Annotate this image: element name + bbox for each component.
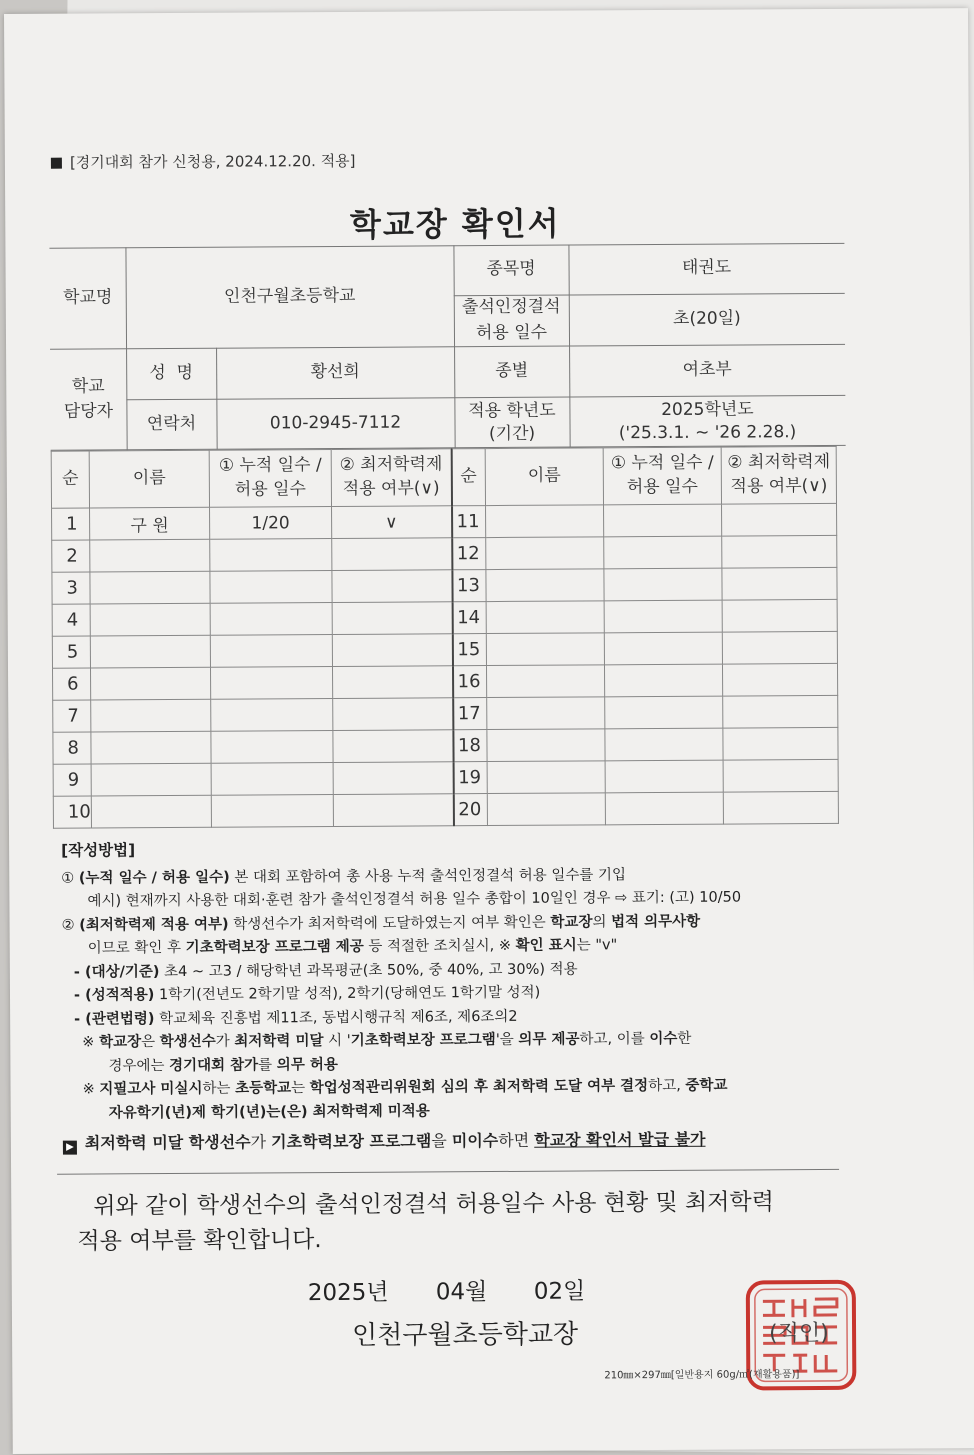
table-row xyxy=(53,695,838,732)
paper-spec: 210㎜×297㎜[일반용지 60g/㎡(재활용품)] xyxy=(604,1369,800,1382)
school-name-value: 인천구월초등학교 xyxy=(223,285,356,307)
row-number: 6 xyxy=(52,668,90,700)
manager-label: 학교 담당자 xyxy=(63,375,114,422)
min-standard-check xyxy=(333,794,453,827)
row-number-right: 16 xyxy=(452,666,486,698)
row-number-right: 13 xyxy=(452,570,486,602)
student-name xyxy=(91,795,211,828)
col-days-header: ① 누적 일수 / 허용 일수 xyxy=(209,450,331,508)
school-info-table xyxy=(49,243,845,451)
min-standard-check-right xyxy=(723,791,838,824)
instructions-heading: [작성방법] xyxy=(61,841,136,860)
student-roster-table xyxy=(51,446,839,829)
days-used-right xyxy=(605,728,723,761)
instruction-item-2-cont: 이므로 확인 후 기초학력보장 프로그램 제공 등 적절한 조치실시, ※ 확인 표시는 "v" xyxy=(87,937,618,957)
category-label: 종별 xyxy=(495,360,529,381)
arrow-box-icon: ▶ xyxy=(63,1141,77,1155)
row-number-right: 14 xyxy=(452,602,486,634)
days-used xyxy=(210,667,332,700)
student-name xyxy=(91,763,211,796)
days-used xyxy=(211,731,333,764)
min-standard-check xyxy=(332,634,452,667)
row-number-right: 12 xyxy=(452,538,486,570)
days-used-right xyxy=(605,792,723,825)
days-used-right xyxy=(605,696,723,729)
min-standard-check xyxy=(333,730,453,763)
instruction-note-1-cont: 경우에는 경기대회 참가를 의무 허용 xyxy=(108,1056,338,1074)
table-row xyxy=(53,727,838,764)
min-standard-check: ∨ xyxy=(332,506,452,539)
row-number-right: 20 xyxy=(453,794,487,826)
table-row xyxy=(52,663,837,700)
student-name-right xyxy=(486,601,604,634)
days-used xyxy=(210,635,332,668)
row-number-right: 15 xyxy=(452,634,486,666)
days-used-right xyxy=(604,504,722,537)
row-number: 3 xyxy=(52,572,90,604)
allowed-days-label: 출석인정결석 허용 일수 xyxy=(461,296,561,343)
student-name xyxy=(90,539,210,572)
principal-name: 인천구월초등학교장 xyxy=(351,1319,579,1351)
instruction-note-2: ※ 지필고사 미실시하는 초등학교는 학업성적관리위원회 심의 후 최저학력 도달 여부 결정하고, 중학교 xyxy=(82,1077,728,1098)
instructions-section xyxy=(61,835,853,1155)
min-standard-check xyxy=(332,602,452,635)
instruction-item-1-example: 예시) 현재까지 사용한 대회·훈련 참가 출석인정결석 허용 일수 총합이 10일인 경우 ⇨ 표기: (고) 10/50 xyxy=(87,889,742,910)
days-used-right xyxy=(604,600,722,633)
row-number-right: 11 xyxy=(452,506,486,538)
days-used-right xyxy=(605,760,723,793)
min-standard-check-right xyxy=(722,631,837,664)
row-number: 2 xyxy=(52,540,90,572)
min-standard-check-right xyxy=(722,567,837,600)
instruction-note-1: ※ 학교장은 학생선수가 최저학력 미달 시 '기초학력보장 프로그램'을 의무 제공하고, 이를 이수한 xyxy=(82,1030,692,1051)
instruction-item-2: ② (최저학력제 적용 여부) 학생선수가 최저학력에 도달하였는지 여부 확인은 학교장의 법적 의무사항 xyxy=(61,913,701,934)
contact-value: 010-2945-7112 xyxy=(269,412,402,434)
date-year: 2025년 xyxy=(307,1279,389,1307)
date-month: 04월 xyxy=(435,1279,488,1306)
row-number: 8 xyxy=(53,732,91,764)
manager-name-label: 성 명 xyxy=(149,362,194,383)
col-no-header-2: 순 xyxy=(451,449,485,506)
row-number-right: 18 xyxy=(453,730,487,762)
contact-label: 연락처 xyxy=(146,413,197,434)
sport-value: 태권도 xyxy=(681,257,732,279)
sport-label: 종목명 xyxy=(486,259,536,280)
student-name-right xyxy=(487,761,605,794)
min-standard-check-right xyxy=(723,759,838,792)
days-used xyxy=(210,603,332,636)
school-name-label: 학교명 xyxy=(63,287,113,308)
school-year-label: 적용 학년도 (기간) xyxy=(468,401,556,444)
row-number-right: 19 xyxy=(453,762,487,794)
student-name-right xyxy=(486,665,604,698)
min-standard-check xyxy=(332,538,452,571)
student-name-right xyxy=(486,537,604,570)
student-name xyxy=(90,667,210,700)
days-used-right xyxy=(604,568,722,601)
col-min-header: ② 최저학력제 적용 여부(∨) xyxy=(331,449,451,507)
min-standard-check-right xyxy=(722,663,837,696)
instruction-sub-grades: - (성적적용) 1학기(전년도 2학기말 성적), 2학기(당해연도 1학기말 성적) xyxy=(73,984,541,1004)
col-min-header-2: ② 최저학력제 적용 여부(∨) xyxy=(721,446,836,504)
row-number: 9 xyxy=(53,764,91,796)
days-used xyxy=(210,571,332,604)
student-name xyxy=(91,731,211,764)
min-standard-check-right xyxy=(723,727,838,760)
document-page xyxy=(4,8,974,1454)
table-row xyxy=(52,503,837,540)
table-row xyxy=(53,759,838,796)
min-standard-check-right xyxy=(723,695,838,728)
min-standard-check xyxy=(332,666,452,699)
days-used xyxy=(211,763,333,796)
student-name-right xyxy=(486,569,604,602)
row-number: 7 xyxy=(53,700,91,732)
student-name-right xyxy=(486,633,604,666)
col-no-header: 순 xyxy=(51,451,89,508)
table-row xyxy=(52,567,837,604)
min-standard-check xyxy=(333,698,453,731)
student-name-right xyxy=(487,729,605,762)
row-number: 10 xyxy=(53,796,91,828)
document-title: 학교장 확인서 xyxy=(349,204,561,244)
min-standard-check-right xyxy=(722,503,837,536)
student-name-right xyxy=(487,793,605,826)
days-used-right xyxy=(604,632,722,665)
row-number: 1 xyxy=(52,508,90,540)
category-value: 여초부 xyxy=(682,359,732,380)
days-used xyxy=(211,699,333,732)
table-row xyxy=(53,791,838,828)
min-standard-check xyxy=(332,570,452,603)
row-number: 4 xyxy=(52,604,90,636)
min-standard-check-right xyxy=(722,599,837,632)
roster-header-row xyxy=(51,446,836,508)
student-name xyxy=(90,571,210,604)
table-row xyxy=(52,599,837,636)
manager-name-value: 황선희 xyxy=(310,361,360,382)
student-name-right xyxy=(486,505,604,538)
instruction-sub-target: - (대상/기준) 초4 ~ 고3 / 해당학년 과목평균(초 50%, 중 40%, 고 30%) 적용 xyxy=(73,961,578,981)
square-bullet-icon xyxy=(51,158,62,169)
days-used-right xyxy=(604,664,722,697)
student-name xyxy=(91,699,211,732)
days-used-right xyxy=(604,536,722,569)
school-year-value: 2025학년도 ('25.3.1. ~ '26 2.28.) xyxy=(618,399,797,443)
row-number: 5 xyxy=(52,636,90,668)
col-days-header-2: ① 누적 일수 / 허용 일수 xyxy=(603,447,721,505)
row-number-right: 17 xyxy=(453,698,487,730)
min-standard-check-right xyxy=(722,535,837,568)
table-row xyxy=(52,535,837,572)
days-used: 1/20 xyxy=(210,507,332,540)
days-used xyxy=(210,539,332,572)
student-name xyxy=(90,635,210,668)
col-name-header: 이름 xyxy=(89,450,209,508)
seal-label: (직인) xyxy=(769,1320,829,1347)
instruction-item-1: ① (누적 일수 / 허용 일수) 본 대회 포함하여 총 사용 누적 출석인정결석 허용 일수를 기입 xyxy=(61,866,627,887)
instruction-final-warning: ▶ 최저학력 미달 학생선수가 기초학력보장 프로그램을 미이수하면 학교장 확인서 발급 불가 xyxy=(63,1127,853,1155)
student-name-right xyxy=(487,697,605,730)
col-name-header-2: 이름 xyxy=(485,448,603,506)
section-divider xyxy=(57,1169,839,1175)
date-day: 02일 xyxy=(533,1278,586,1305)
student-name xyxy=(90,603,210,636)
form-usage-tag: [경기대회 참가 신청용, 2024.12.20. 적용] xyxy=(51,150,356,173)
min-standard-check xyxy=(333,762,453,795)
table-row xyxy=(52,631,837,668)
instruction-note-2-cont: 자유학기(년)제 학기(년)는(은) 최저학력제 미적용 xyxy=(108,1102,430,1121)
allowed-days-value: 초(20일) xyxy=(672,308,741,329)
days-used xyxy=(211,795,333,828)
confirmation-statement: 위와 같이 학생선수의 출석인정결석 허용일수 사용 현황 및 최저학력 적용 여부를 확인합니다. xyxy=(77,1189,774,1255)
student-name: 구 원 xyxy=(90,507,210,540)
instruction-sub-laws: - (관련법령) 학교체육 진흥법 제11조, 동법시행규칙 제6조, 제6조의2 xyxy=(74,1008,518,1028)
